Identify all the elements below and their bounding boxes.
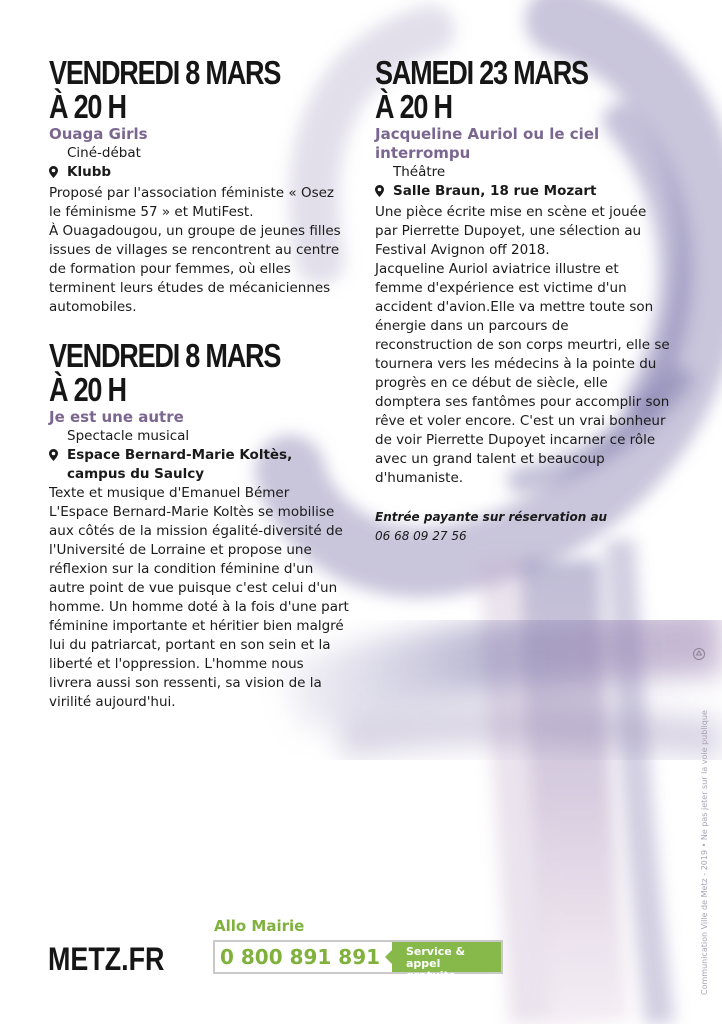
- event-venue-label: Salle Braun, 18 rue Mozart: [393, 183, 597, 199]
- event-venue-label: Espace Bernard-Marie Koltès, campus du Saulcy: [67, 447, 293, 482]
- event-title: Je est une autre: [49, 408, 184, 426]
- event-date-line-2: À 20 H: [49, 88, 126, 125]
- event-type: Ciné-débat: [67, 145, 141, 161]
- event-title: Ouaga Girls: [49, 125, 148, 143]
- event-date: [375, 56, 617, 124]
- map-pin-icon: [375, 182, 393, 203]
- reservation-note-text: Entrée payante sur réservation au: [375, 510, 608, 524]
- map-pin-icon: [49, 163, 67, 184]
- event-description-paragraph: Une pièce écrite mise en scène et jouée par Pierrette Dupoyet, une sélection au Festival Avignon off 2018.: [375, 204, 647, 258]
- event-description-paragraph: L'Espace Bernard-Marie Koltès se mobilise aux côtés de la mission égalité-diversité de l'Université de Lorraine et propose une réflexion sur la condition féminine d'un autre point de vue puisque c'est celui d'un homme. Un homme doté à la fois d'une part féminine importante et héritier bien malgré lui du patriarcat, portant en son sein et la liberté et l'oppression. L'homme nous livrera aussi son ressenti, sa vision de la virilité aujourd'hui.: [49, 504, 349, 710]
- allo-mairie-label: Allo Mairie: [214, 917, 305, 935]
- event-title: Jacqueline Auriol ou le ciel interrompu: [375, 125, 600, 162]
- event-date: [49, 339, 295, 407]
- free-service-badge-line-2: gratuits: [406, 969, 456, 982]
- event-description: [375, 203, 670, 488]
- event-type: Spectacle musical: [67, 428, 190, 444]
- event-venue-label: Klubb: [67, 164, 112, 180]
- event-venue: [375, 182, 670, 203]
- event-date-line-1: VENDREDI 8 MARS: [49, 337, 281, 374]
- event-ouaga-girls: [49, 56, 349, 317]
- event-description-paragraph: Proposé par l'association féministe « Osez le féminisme 57 » et MutiFest.: [49, 185, 335, 220]
- event-description: [49, 184, 349, 317]
- event-type: Théâtre: [393, 164, 446, 180]
- allo-mairie-box: [213, 940, 503, 982]
- allo-mairie-number: 0 800 891 891: [220, 945, 381, 969]
- reservation-note: [375, 508, 670, 546]
- event-date-line-1: SAMEDI 23 MARS: [375, 54, 588, 91]
- reservation-phone: 06 68 09 27 56: [375, 529, 467, 543]
- event-date-line-2: À 20 H: [375, 88, 452, 125]
- event-description: [49, 484, 349, 712]
- free-service-badge-line-1: Service & appel: [406, 945, 466, 970]
- free-service-badge: [392, 942, 501, 982]
- event-je-est-une-autre: [49, 339, 349, 712]
- right-column: [375, 56, 670, 546]
- event-description-paragraph: À Ouagadougou, un groupe de jeunes filles issues de villages se rencontrent au centre de formation pour femmes, où elles terminent leurs études de mécaniciennes automobiles.: [49, 223, 341, 315]
- left-column: [49, 56, 349, 712]
- event-venue: [49, 163, 349, 184]
- recycle-icon: [693, 648, 705, 660]
- event-date-line-2: À 20 H: [49, 371, 126, 408]
- event-venue: [49, 446, 349, 484]
- metz-logo: METZ.FR: [48, 941, 165, 977]
- event-description-paragraph: Texte et musique d'Emanuel Bémer: [49, 485, 290, 501]
- event-description-paragraph: Jacqueline Auriol aviatrice illustre et femme d'expérience est victime d'un accident d'avion.Elle va mettre toute son énergie dans un parcours de reconstruction de son corps meurtri, elle se tournera vers les médecins à la pointe du progrès en ce début de siècle, elle domptera ses fantômes pour accomplir son rêve et voler encore. C'est un vrai bonheur de voir Pierrette Dupoyet incarner ce rôle avec un grand talent et beaucoup d'humaniste.: [375, 261, 670, 486]
- event-date: [49, 56, 295, 124]
- map-pin-icon: [49, 446, 67, 467]
- event-date-line-1: VENDREDI 8 MARS: [49, 54, 281, 91]
- vertical-credit-text: Communication Ville de Metz - 2019 • Ne pas jeter sur la voie publique: [700, 710, 709, 995]
- event-jacqueline-auriol: [375, 56, 670, 546]
